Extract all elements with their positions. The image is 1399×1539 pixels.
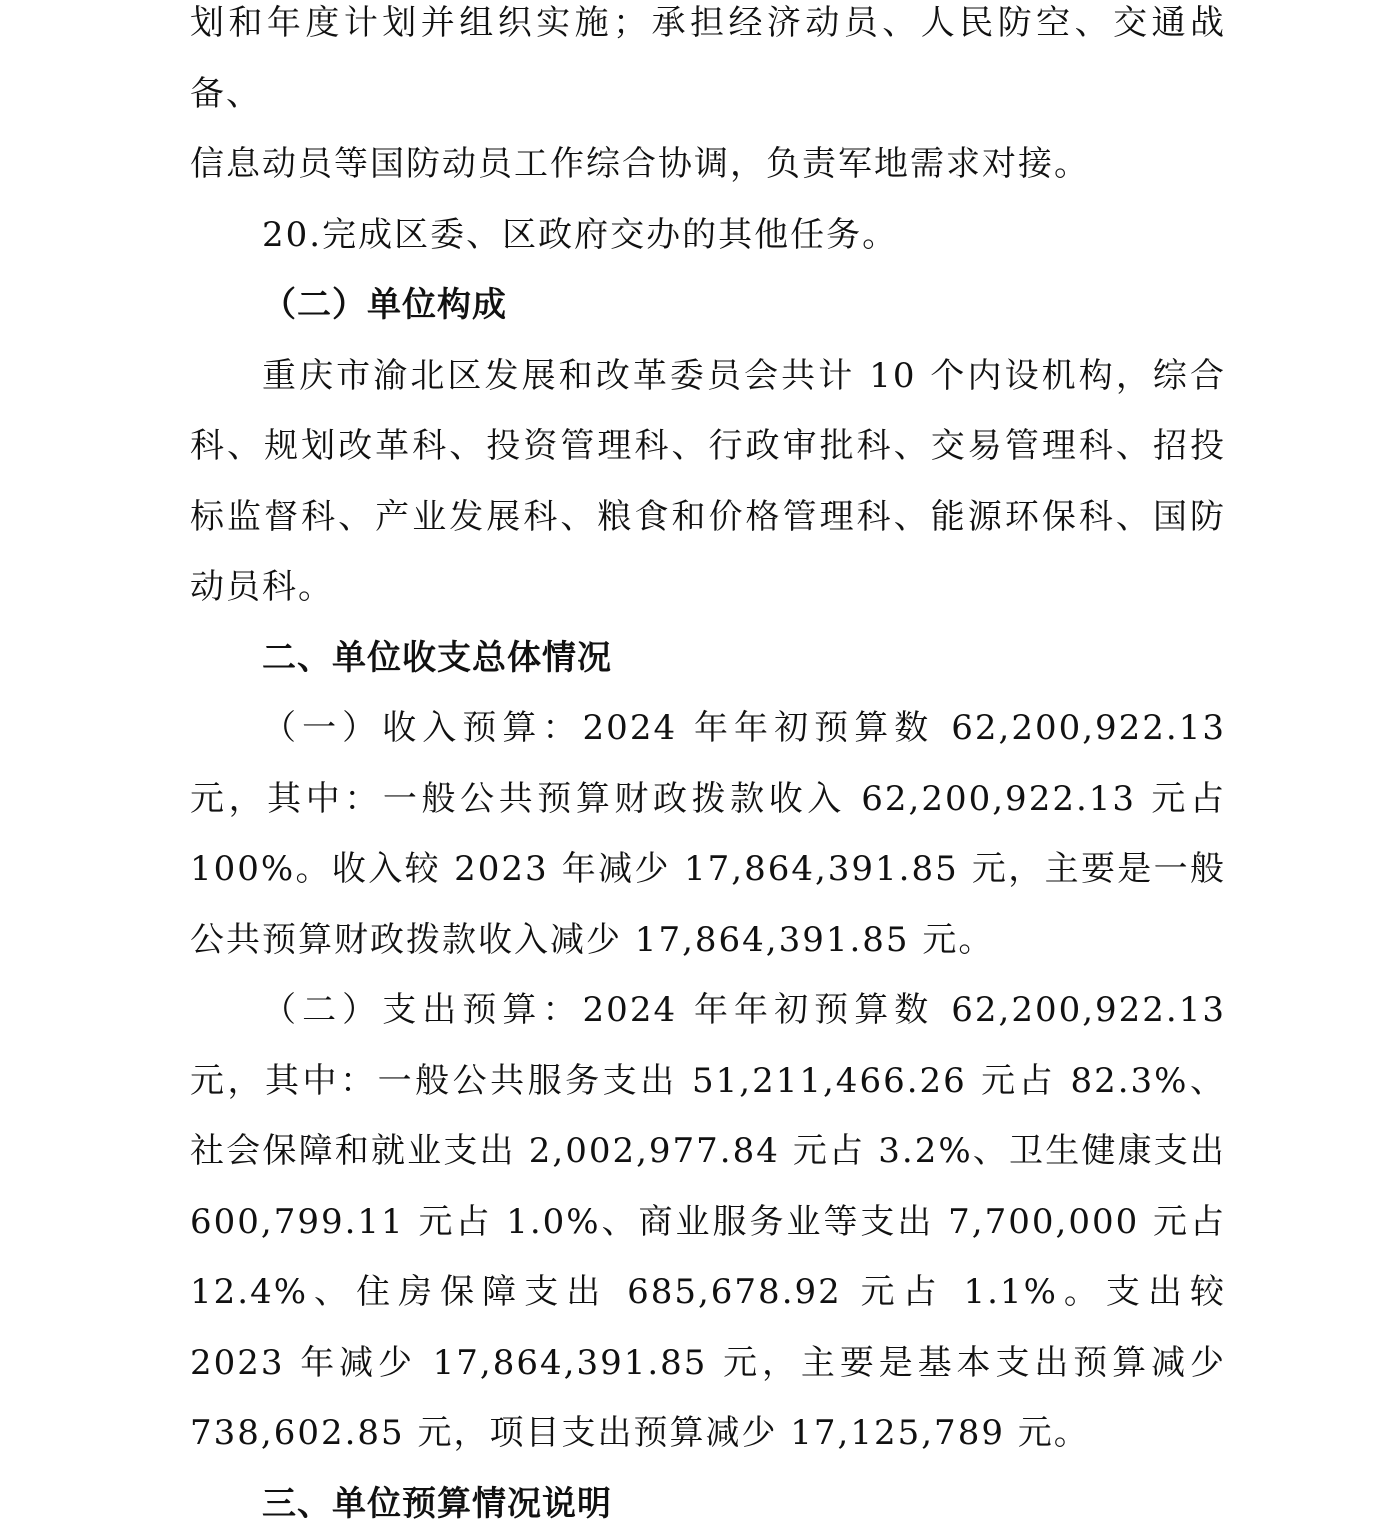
document-page — [190, 0, 1226, 1539]
heading-section-3: 三、单位预算情况说明 — [190, 1469, 1226, 1539]
paragraph-continued-line-2: 信息动员等国防动员工作综合协调，负责军地需求对接。 — [190, 129, 1226, 200]
paragraph-income-budget: （一）收入预算：2024 年年初预算数 62,200,922.13 元，其中：一般公共预算财政拨款收入 62,200,922.13 元占 100%。收入较 2023 年减少 17,864,391.85 元，主要是一般公共预算财政拨款收入减少 17,864,391.85 元。 — [190, 693, 1226, 975]
paragraph-expense-budget: （二）支出预算：2024 年年初预算数 62,200,922.13 元，其中：一般公共服务支出 51,211,466.26 元占 82.3%、社会保障和就业支出 2,002,977.84 元占 3.2%、卫生健康支出 600,799.11 元占 1.0%、商业服务业等支出 7,700,000 元占 12.4%、住房保障支出 685,678.92 元占 1.1%。支出较 2023 年减少 17,864,391.85 元，主要是基本支出预算减少 738,602.85 元，项目支出预算减少 17,125,789 元。 — [190, 975, 1226, 1469]
paragraph-unit-composition: 重庆市渝北区发展和改革委员会共计 10 个内设机构，综合科、规划改革科、投资管理科、行政审批科、交易管理科、招投标监督科、产业发展科、粮食和价格管理科、能源环保科、国防动员科。 — [190, 341, 1226, 623]
heading-section-2: 二、单位收支总体情况 — [190, 623, 1226, 694]
paragraph-item-20: 20.完成区委、区政府交办的其他任务。 — [190, 200, 1226, 271]
heading-unit-composition: （二）单位构成 — [190, 270, 1226, 341]
paragraph-continued-line-1: 划和年度计划并组织实施；承担经济动员、人民防空、交通战备、 — [190, 0, 1226, 129]
